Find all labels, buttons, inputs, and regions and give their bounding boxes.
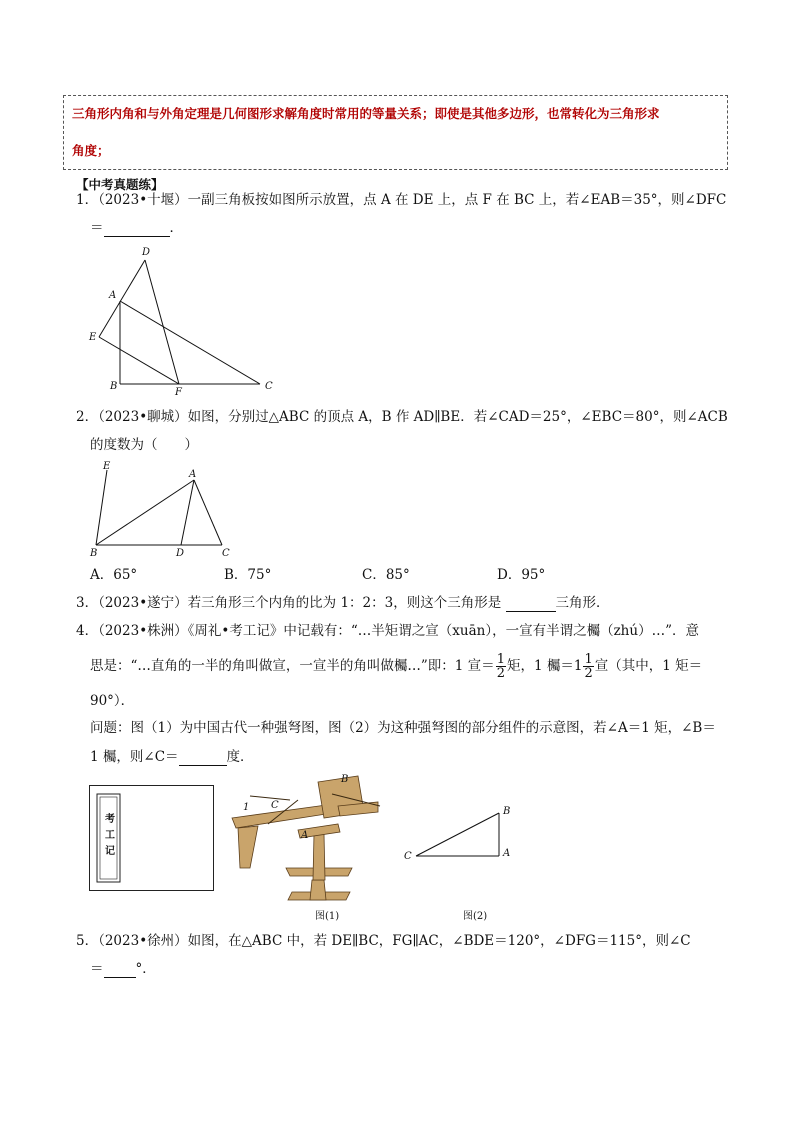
q4-answer-blank[interactable] bbox=[179, 751, 227, 766]
q4-text-line5: 1 欘，则∠C＝ 度． bbox=[90, 749, 254, 765]
q3-text: 3．（2023•遂宁）若三角形三个内角的比为 1：2：3，则这个三角形是 三角形． bbox=[76, 595, 610, 611]
q1-label-B: B bbox=[110, 381, 118, 392]
q2-option-a[interactable]: A．65° bbox=[90, 567, 138, 583]
q2-segment-AC bbox=[194, 480, 222, 545]
tip-line-2: 角度； bbox=[72, 143, 110, 158]
q4-fig2-label-B: B bbox=[503, 806, 511, 817]
q2-segment-AD bbox=[181, 480, 194, 545]
q2-segment-AB bbox=[96, 480, 194, 545]
q4-fig1-label-B: B bbox=[341, 774, 349, 785]
q2-label-A: A bbox=[189, 469, 197, 480]
q4-fig1-label-one: 1 bbox=[243, 802, 250, 813]
q4-caption-2: 图(2) bbox=[463, 911, 488, 922]
q4-fig2-label-A: A bbox=[503, 848, 511, 859]
q2-option-d[interactable]: D．95° bbox=[497, 567, 546, 583]
q5-text-line2: ＝ °． bbox=[90, 961, 156, 977]
q2-label-E: E bbox=[103, 461, 111, 472]
section-title: 【中考真题练】 bbox=[76, 177, 164, 192]
q4-crossbow-image bbox=[228, 772, 383, 902]
q4-fig2-segment-CB bbox=[416, 813, 499, 856]
q4-figure-2 bbox=[400, 800, 520, 860]
q2-text-line2: 的度数为（ ） bbox=[90, 437, 198, 453]
q4-fig1-label-C: C bbox=[271, 800, 279, 811]
q1-segment-AC bbox=[120, 301, 260, 384]
q4-text-line2: 思是：“…直角的一半的角叫做宣，一宣半的角叫做欘…”即：1 宣＝ $\frac{1}{2}$ 矩，1 欘＝1 $\frac{1}{2}$ 宣（其中，1 矩＝ bbox=[90, 652, 703, 681]
q1-label-D: D bbox=[142, 247, 151, 258]
q1-figure bbox=[85, 245, 285, 398]
q2-label-C: C bbox=[222, 548, 230, 559]
q2-text-line1: 2．（2023•聊城）如图，分别过△ABC 的顶点 A，B 作 AD∥BE．若∠CAD＝25°，∠EBC＝80°，则∠ACB bbox=[76, 409, 728, 425]
q2-figure bbox=[88, 460, 248, 560]
q4-fraction-1: $\frac{1}{2}$ bbox=[496, 652, 505, 681]
q2-segment-BE bbox=[96, 470, 107, 545]
q2-option-b[interactable]: B．75° bbox=[224, 567, 272, 583]
q1-segment-DF bbox=[145, 260, 179, 384]
q4-caption-1: 图(1) bbox=[315, 911, 340, 922]
q4-text-line1: 4．（2023•株洲）《周礼•考工记》中记载有：“…半矩谓之宣（xuān），一宣有半谓之欘（zhú）…”．意 bbox=[76, 623, 699, 639]
q3-answer-blank[interactable] bbox=[506, 597, 556, 612]
q1-label-F: F bbox=[175, 387, 182, 398]
q2-label-B: B bbox=[90, 548, 98, 559]
q1-label-E: E bbox=[89, 332, 97, 343]
q1-text-line1: 1．（2023•十堰）一副三角板按如图所示放置，点 A 在 DE 上，点 F 在 BC 上，若∠EAB＝35°，则∠DFC bbox=[76, 192, 727, 208]
q1-answer-blank[interactable] bbox=[104, 222, 170, 237]
q1-segment-DE bbox=[99, 260, 145, 337]
q4-fig2-label-C: C bbox=[404, 851, 412, 862]
q4-fraction-2: $\frac{1}{2}$ bbox=[584, 652, 593, 681]
q5-answer-blank[interactable] bbox=[104, 963, 136, 978]
q2-label-D: D bbox=[176, 548, 185, 559]
q1-label-C: C bbox=[265, 381, 273, 392]
q4-book-title: 考 工 记 bbox=[105, 814, 115, 857]
tip-line-1: 三角形内角和与外角定理是几何图形求解角度时常用的等量关系；即使是其他多边形，也常转化为三角形求 bbox=[72, 106, 660, 121]
q4-fig1-label-A: A bbox=[301, 830, 309, 841]
q1-text-line2: ＝ ． bbox=[90, 220, 183, 236]
q1-label-A: A bbox=[109, 290, 117, 301]
q2-option-c[interactable]: C．85° bbox=[362, 567, 410, 583]
q5-text-line1: 5．（2023•徐州）如图，在△ABC 中，若 DE∥BC，FG∥AC，∠BDE＝120°，∠DFG＝115°，则∠C bbox=[76, 933, 691, 949]
q4-text-line4: 问题：图（1）为中国古代一种强弩图，图（2）为这种强弩图的部分组件的示意图，若∠A＝1 矩，∠B＝ bbox=[90, 720, 716, 736]
q4-text-line3: 90°）． bbox=[90, 693, 135, 709]
q1-segment-EF bbox=[99, 337, 179, 384]
